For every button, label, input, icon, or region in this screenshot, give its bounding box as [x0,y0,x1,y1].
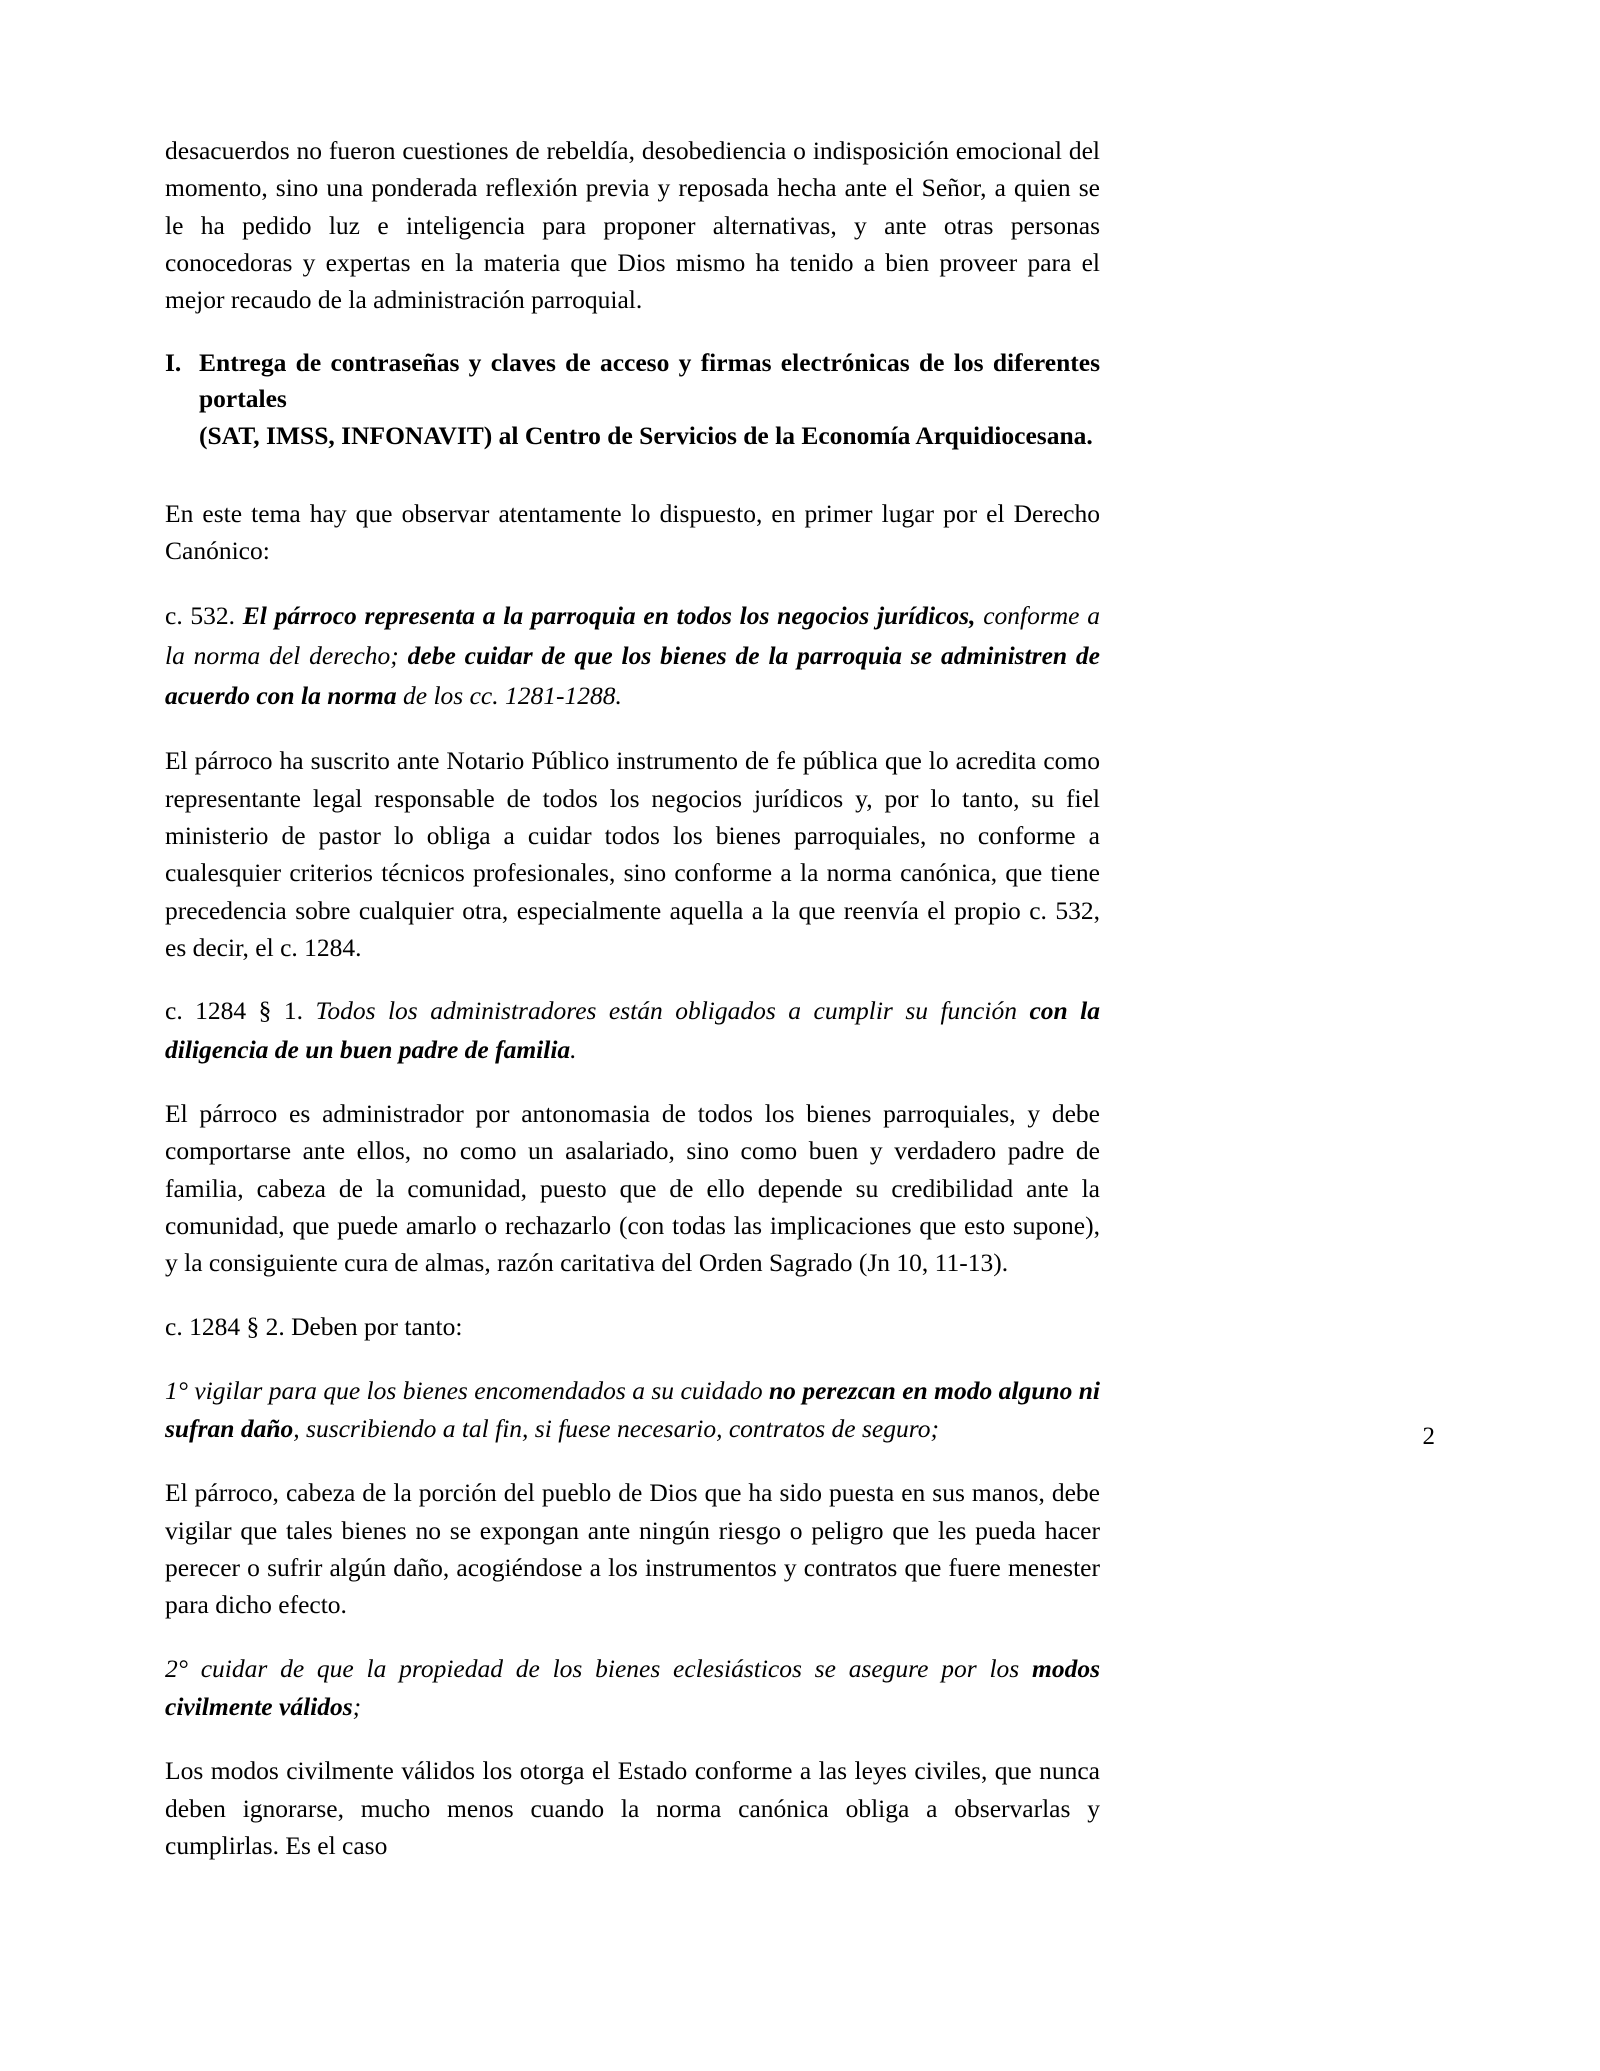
canon-532-label: c. 532. [165,600,243,630]
canon-532-italic-segment-2: de los cc. 1281-1288. [396,681,622,711]
canon-1284-1-label: c. 1284 § 1. [165,996,316,1026]
paragraph-parroco-notario: El párroco ha suscrito ante Notario Público instrumento de fe pública que lo acredita como representante legal responsable de todos los negocios jurídicos y, por lo tanto, su fiel ministerio de pastor lo obliga a cuidar todos los bienes parroquiales, no conforme a cualesquier criterios técnicos profesionales, sino conforme a la norma canónica, que tiene precedencia sobre cualquier otra, especialmente aquella a la que reenvía el propio c. 532, es decir, el c. 1284. [165,746,1100,963]
section-heading-text [199,345,1100,455]
paragraph-parroco-administrador: El párroco es administrador por antonomasia de todos los bienes parroquiales, y debe comportarse ante ellos, no como un asalariado, sino como buen y verdadero padre de familia, cabeza de la comunidad, puesto que de ello depende su credibilidad ante la comunidad, que puede amarlo o rechazarlo (con todas las implicaciones que esto supone), y la consiguiente cura de almas, razón caritativa del Orden Sagrado (Jn 10, 11-13). [165,1098,1100,1278]
section-heading-numeral: I. [165,347,182,377]
section-heading-i [165,345,1100,455]
canon-532-bold-segment-2: debe cuidar de que los bienes de la parroquia se administren de acuerdo con la norma [165,640,1100,711]
item-2-bold-segment-1: modos civilmente válidos [165,1653,1100,1722]
item-1-italic-segment-2: , suscribiendo a tal fin, si fuese necesario, contratos de seguro; [293,1414,939,1444]
paragraph-parroco-cabeza: El párroco, cabeza de la porción del pueblo de Dios que ha sido puesta en sus manos, debe vigilar que tales bienes no se expongan ante ningún riesgo o peligro que les pueda hacer perecer o sufrir algún daño, acogiéndose a los instrumentos y contratos que fuere menester para dicho efecto. [165,1478,1100,1620]
item-2-italic-segment-1: 2° cuidar de que la propiedad de los bienes eclesiásticos se asegure por los [165,1653,1032,1683]
paragraph-observar: En este tema hay que observar atentamente lo dispuesto, en primer lugar por el Derecho Canónico: [165,498,1100,566]
canon-1284-1-italic-segment-2: . [570,1034,577,1064]
section-heading-line-1: Entrega de contraseñas y claves de acceso y firmas electrónicas de los diferentes portales [199,347,1100,414]
canon-1284-1-italic-segment-1: Todos los administradores están obligados a cumplir su función [315,996,1030,1026]
paragraph-intro: desacuerdos no fueron cuestiones de rebeldía, desobediencia o indisposición emocional del momento, sino una ponderada reflexión previa y reposada hecha ante el Señor, a quien se le ha pedido luz e inteligencia para proponer alternativas, y ante otras personas conocedoras y expertas en la materia que Dios mismo ha tenido a bien proveer para el mejor recaudo de la administración parroquial. [165,136,1100,315]
item-1-bold-segment-1: no perezcan en modo alguno ni sufran daño [165,1375,1100,1444]
canon-532-italic-segment-1: conforme a la norma del derecho; [165,600,1100,670]
canon-532-bold-segment-1: El párroco representa a la parroquia en todos los negocios jurídicos, [242,600,976,630]
item-2-quote [165,1650,1100,1727]
item-1-italic-segment-1: 1° vigilar para que los bienes encomendados a su cuidado [165,1375,769,1405]
item-2-italic-segment-2: ; [352,1692,362,1722]
page-content [165,132,1100,1890]
canon-532-quote [165,596,1100,717]
item-1-quote [165,1372,1100,1449]
section-heading-line-2: (SAT, IMSS, INFONAVIT) al Centro de Servicios de la Economía Arquidiocesana. [199,421,1093,451]
canon-1284-1-bold-segment-1: con la diligencia de un buen padre de familia [165,996,1100,1064]
paragraph-modos-civiles: Los modos civilmente válidos los otorga el Estado conforme a las leyes civiles, que nunca deben ignorarse, mucho menos cuando la norma canónica obliga a observarlas y cumplirlas. Es el caso [165,1756,1100,1860]
page-number: 2 [1422,1423,1435,1450]
canon-1284-2-quote: c. 1284 § 2. Deben por tanto: [165,1311,463,1341]
canon-1284-1-quote [165,992,1100,1069]
